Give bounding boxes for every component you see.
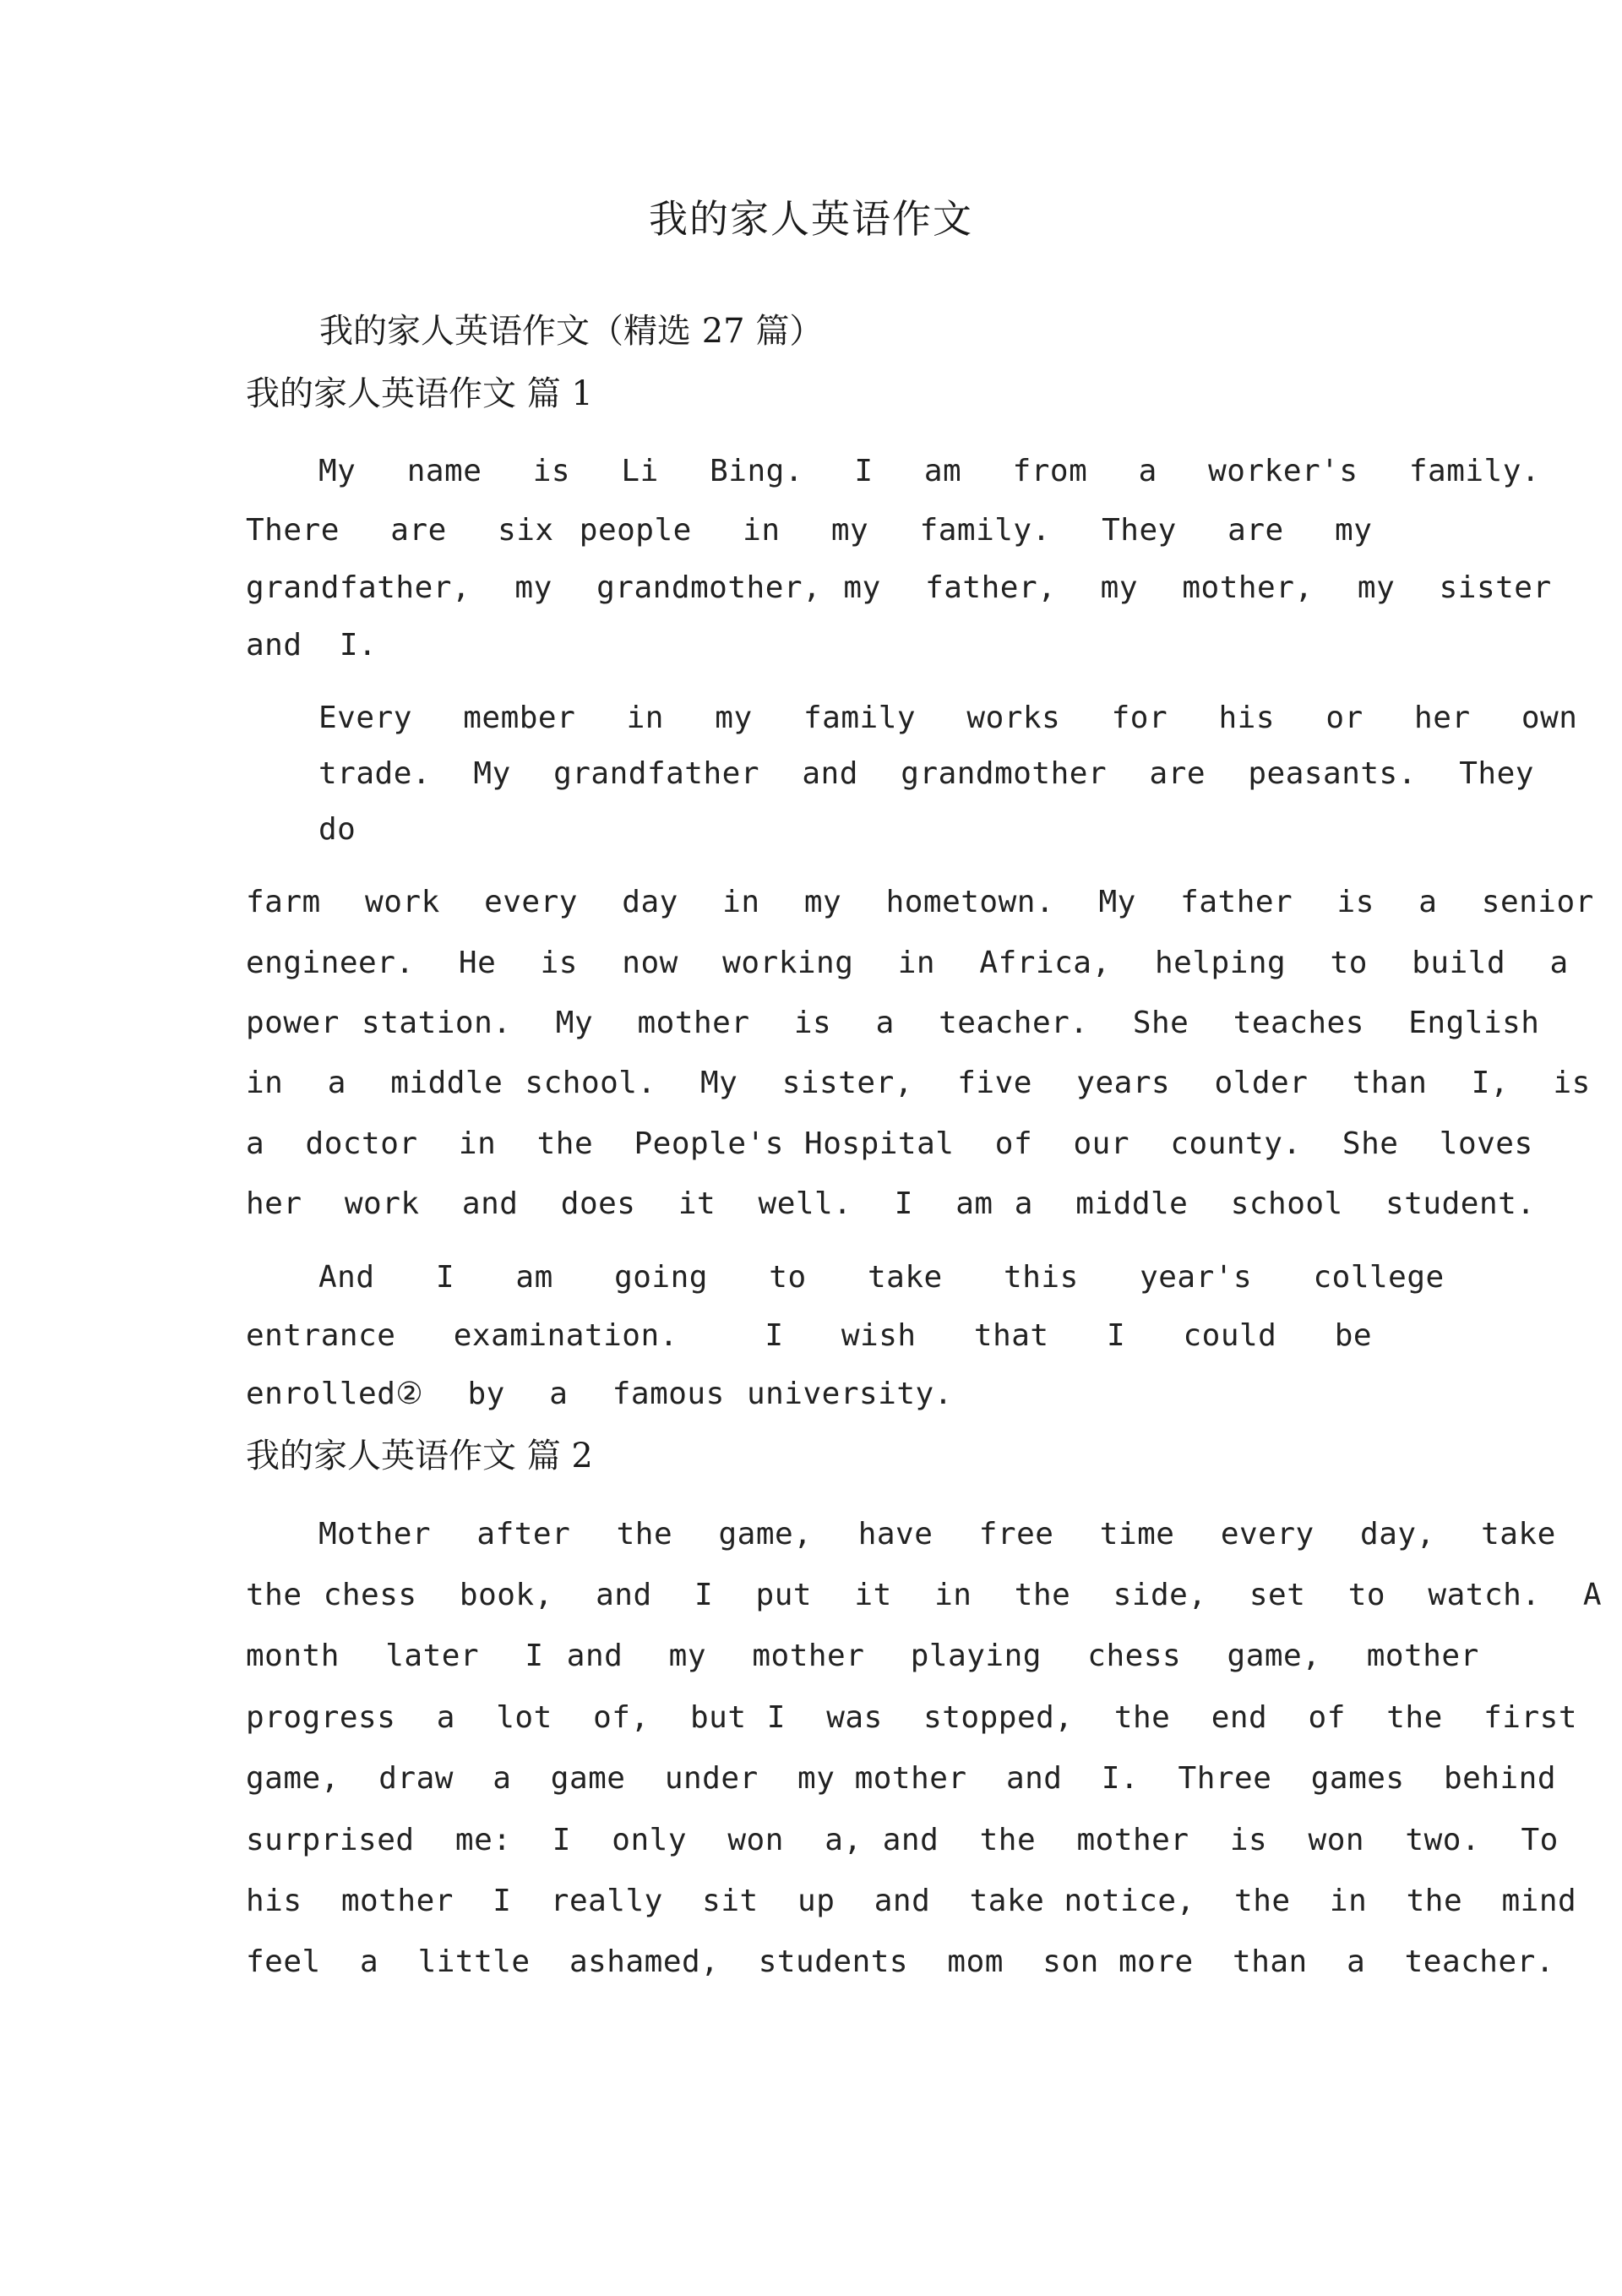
text-line: a doctor in the People's Hospital of our county. She loves <box>246 1126 1533 1161</box>
text-line: progress a lot of, but I was stopped, the end of the first <box>246 1700 1577 1735</box>
text-line: her work and does it well. I am a middle school student. <box>246 1186 1536 1221</box>
text-line: in a middle school. My sister, five years older than I, is <box>246 1066 1591 1100</box>
text-line: surprised me: I only won a, and the mother is won two. To <box>246 1823 1559 1857</box>
text-line: enrolled② by a famous university. <box>246 1377 953 1411</box>
text-line: the chess book, and I put it in the side, set to watch. A <box>246 1578 1602 1612</box>
text-line: do <box>318 812 357 847</box>
document-title: 我的家人英语作文 <box>649 196 973 242</box>
text-line: month later I and my mother playing chess game, mother <box>246 1639 1479 1673</box>
text-line: farm work every day in my hometown. My father is a senior <box>246 885 1594 919</box>
text-line: entrance examination. I wish that I could be <box>246 1318 1373 1353</box>
text-line: grandfather, my grandmother, my father, my mother, my sister <box>246 570 1552 605</box>
text-line: feel a little ashamed, students mom son more than a teacher. <box>246 1944 1554 1979</box>
text-line: engineer. He is now working in Africa, helping to build a <box>246 946 1569 980</box>
text-line: trade. My grandfather and grandmother are peasants. They <box>318 756 1534 791</box>
text-line: and I. <box>246 628 378 663</box>
document-subtitle: 我的家人英语作文（精选 27 篇） <box>319 312 824 351</box>
text-line: My name is Li Bing. I am from a worker's family. <box>318 454 1541 488</box>
text-line: his mother I really sit up and take notice, the in the mind <box>246 1884 1577 1918</box>
text-line: There are six people in my family. They are my <box>246 513 1373 548</box>
text-line: game, draw a game under my mother and I. Three games behind <box>246 1761 1556 1796</box>
text-line: And I am going to take this year's college <box>318 1260 1445 1295</box>
essay-1-heading: 我的家人英语作文 篇 1 <box>246 374 593 413</box>
text-line: Mother after the game, have free time every day, take <box>318 1517 1556 1552</box>
essay-2-heading: 我的家人英语作文 篇 2 <box>246 1437 593 1475</box>
text-line: Every member in my family works for his or her own <box>318 701 1578 735</box>
text-line: power station. My mother is a teacher. She teaches English <box>246 1006 1540 1040</box>
